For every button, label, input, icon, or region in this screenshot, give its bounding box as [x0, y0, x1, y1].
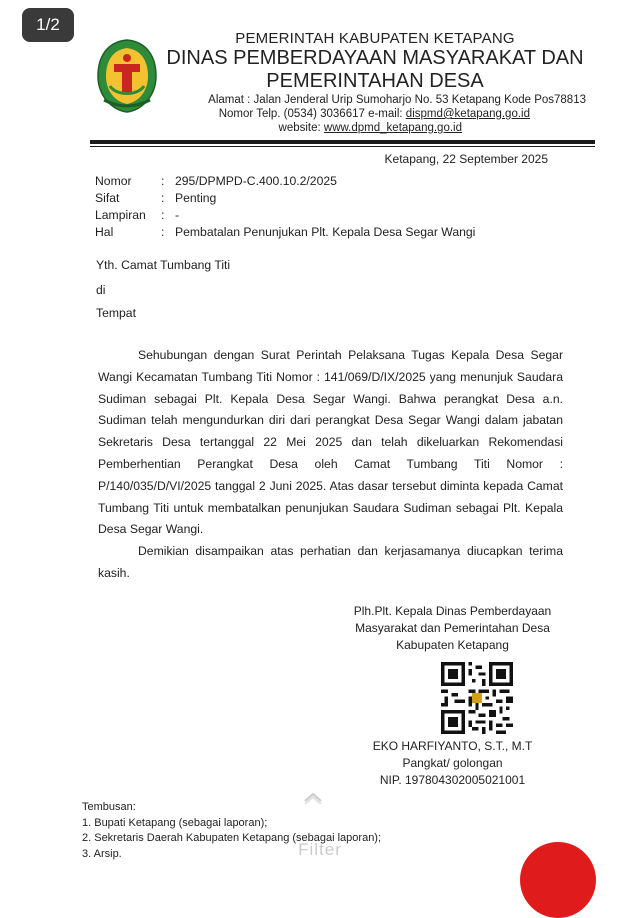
meta-row-sifat: Sifat : Penting: [95, 191, 217, 205]
letter-closing: [98, 541, 563, 585]
signature-title-3: Kabupaten Ketapang: [396, 638, 509, 652]
cc-title: Tembusan:: [82, 801, 136, 813]
meta-row-hal: Hal : Pembatalan Penunjukan Plt. Kepala Desa Segar Wangi: [95, 225, 476, 239]
chevron-up-icon[interactable]: [302, 790, 324, 804]
signature-qr-code: [441, 662, 513, 734]
email-link[interactable]: dispmd@ketapang.go.id: [405, 108, 530, 120]
signatory-nip: NIP. 197804302005021001: [379, 773, 526, 787]
letterhead-phone: Nomor Telp. (0534) 3036617 e-mail: dispmd@ketapang.go.id: [218, 108, 530, 120]
meta-row-nomor: Nomor : 295/DPMPD-C.400.10.2/2025: [95, 174, 337, 188]
recipient-place: Tempat: [96, 306, 136, 320]
letterhead-address: Alamat : Jalan Jenderal Urip Sumoharjo No. 53 Ketapang Kode Pos78813: [208, 94, 586, 106]
signatory-rank: Pangkat/ golongan: [402, 756, 503, 770]
letterhead-dept-line2: PEMERINTAHAN DESA: [266, 70, 484, 92]
signatory: [330, 738, 575, 789]
letterhead-gov: PEMERINTAH KABUPATEN KETAPANG: [235, 30, 515, 47]
signature-title-2: Masyarakat dan Pemerintahan Desa: [355, 621, 550, 635]
letterhead-divider-thick: [90, 140, 595, 144]
recipient-di: di: [96, 283, 106, 297]
body-paragraph-2: Demikian disampaikan atas perhatian dan kerjasamanya diucapkan terima kasih.: [98, 544, 563, 580]
letterhead-dept-line1: DINAS PEMBERDAYAAN MASYARAKAT DAN: [166, 47, 584, 69]
recipient: Yth. Camat Tumbang Titi: [96, 258, 231, 272]
filter-button[interactable]: Filter: [298, 840, 342, 859]
signature-block: [330, 603, 575, 654]
cc-item: 1. Bupati Ketapang (sebagai laporan);: [82, 816, 268, 829]
regency-logo: [96, 38, 158, 114]
letter-date: Ketapang, 22 September 2025: [384, 152, 548, 166]
cc-item: 3. Arsip.: [82, 847, 122, 860]
cc-item: 2. Sekretaris Daerah Kabupaten Ketapang (sebagai laporan);: [82, 832, 382, 844]
letterhead-website: website: www.dpmd_ketapang.go.id: [278, 122, 462, 134]
letterhead-divider-thin: [90, 146, 595, 147]
page-counter-badge: 1/2: [22, 8, 74, 42]
signatory-name: EKO HARFIYANTO, S.T., M.T: [372, 739, 533, 753]
letter-meta: [95, 173, 475, 241]
meta-row-lampiran: Lampiran : -: [95, 208, 180, 222]
body-paragraph-1: Sehubungan dengan Surat Perintah Pelaksana Tugas Kepala Desa Segar Wangi Kecamatan Tumbang Titi Nomor : 141/069/D/IX/2025 yang menunjuk Saudara Sudiman sebagai Plt. Kepala Desa Segar Wangi. Bahwa perangkat Desa a.n. Sudiman telah mengundurkan diri dari perangkat Desa Segar Wangi dalam jabatan Sekretaris Desa tertanggal 22 Mei 2025 dan telah dikeluarkan Rekomendasi Pemberhentian Perangkat Desa oleh Camat Tumbang Titi Nomor : P/140/035/D/VI/2025 tanggal 2 Juni 2025. Atas dasar tersebut diminta kepada Camat Tumbang Titi untuk membatalkan penunjukan Saudara Sudiman sebagai Plt. Kepala Desa Segar Wangi.: [98, 348, 563, 537]
letter-body: [98, 345, 563, 541]
signature-title-1: Plh.Plt. Kepala Dinas Pemberdayaan: [353, 604, 552, 618]
letterhead: [160, 30, 590, 135]
website-link[interactable]: www.dpmd_ketapang.go.id: [323, 122, 462, 134]
floating-action-button[interactable]: [520, 842, 596, 918]
